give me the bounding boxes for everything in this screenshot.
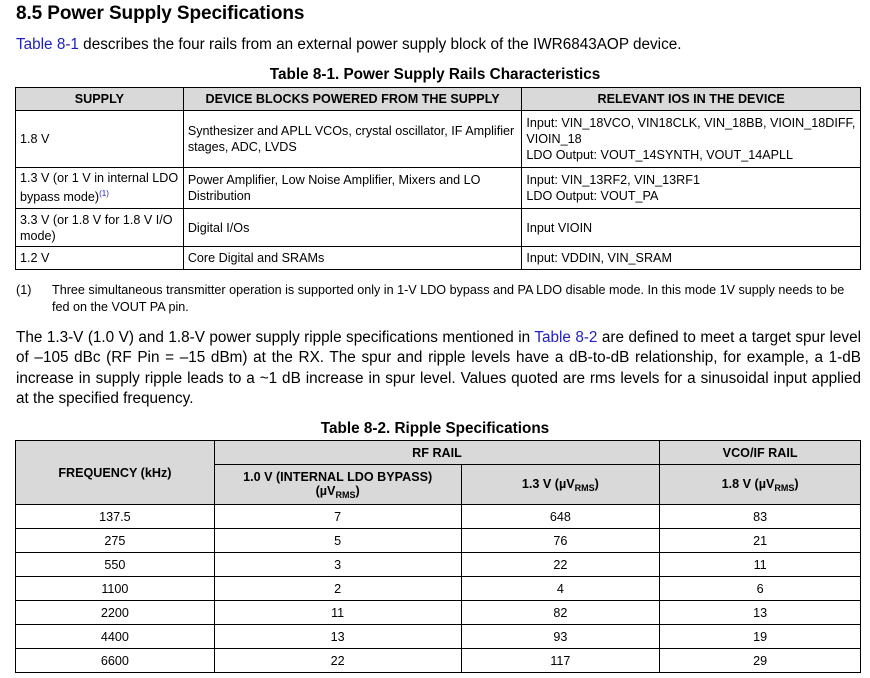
frequency-cell: 137.5 — [16, 505, 215, 529]
footnote-text: Three simultaneous transmitter operation is supported only in 1-V LDO bypass and PA LDO disable mode. In this mode 1V supply needs to be fed on the VOUT PA pin. — [52, 283, 845, 314]
ripple-1v3-cell: 4 — [461, 577, 660, 601]
footnote-ref-link[interactable]: (1) — [99, 189, 109, 199]
table1-caption: Table 8-1. Power Supply Rails Characteristics — [269, 66, 601, 83]
power-rails-table — [15, 87, 861, 270]
intro-text — [16, 36, 681, 54]
ripple-1v0-cell: 5 — [214, 529, 461, 553]
ripple-1v8-cell: 83 — [660, 505, 861, 529]
table-row — [16, 529, 861, 553]
ripple-1v0-cell: 3 — [214, 553, 461, 577]
paragraph-after-link: are defined to meet a target spur level of –105 dBc (RF Pin = –15 dBm) at the RX. The spur and ripple levels have a dB-to-dB relationship, for example, a 1-dB increase in supply ripple leads to a ~1 dB increase in spur level. Values quoted are rms levels for a sinusoidal input applied at the specified frequency. — [16, 329, 861, 408]
blocks-cell: Digital I/Os — [183, 209, 522, 247]
table1-header-blocks: DEVICE BLOCKS POWERED FROM THE SUPPLY — [183, 88, 522, 111]
ios-line: LDO Output: VOUT_14SYNTH, VOUT_14APLL — [526, 148, 794, 162]
ripple-1v3-cell: 93 — [461, 625, 660, 649]
ripple-1v3-cell: 648 — [461, 505, 660, 529]
ripple-1v0-cell: 7 — [214, 505, 461, 529]
ripple-1v3-cell: 22 — [461, 553, 660, 577]
table-8-1-link[interactable]: Table 8-1 — [16, 36, 79, 53]
ripple-1v3-cell: 117 — [461, 649, 660, 673]
table-row — [16, 649, 861, 673]
paragraph-before-link: The 1.3-V (1.0 V) and 1.8-V power supply ripple specifications mentioned in — [16, 329, 535, 346]
ripple-paragraph — [16, 328, 861, 410]
header-rf-rail: RF RAIL — [214, 441, 659, 465]
supply-cell: 1.8 V — [16, 111, 184, 168]
ripple-table — [15, 440, 861, 673]
frequency-cell: 6600 — [16, 649, 215, 673]
ios-line: Input: VIN_13RF2, VIN_13RF1 — [526, 173, 700, 187]
table-row — [16, 247, 861, 270]
table1-header-ios: RELEVANT IOS IN THE DEVICE — [522, 88, 861, 111]
table2-header-row-1 — [16, 441, 861, 465]
footnote-marker: (1) — [16, 283, 32, 297]
header-1v0-line1: 1.0 V (INTERNAL LDO BYPASS) — [243, 469, 433, 484]
ios-cell — [522, 247, 861, 270]
intro-rest: describes the four rails from an external power supply block of the IWR6843AOP device. — [78, 36, 682, 53]
ios-line: Input: VIN_18VCO, VIN18CLK, VIN_18BB, VIOIN_18DIFF, VIOIN_18 — [526, 116, 856, 146]
blocks-cell: Synthesizer and APLL VCOs, crystal oscillator, IF Amplifier stages, ADC, LVDS — [183, 111, 522, 168]
table-row — [16, 577, 861, 601]
table2-caption: Table 8-2. Ripple Specifications — [320, 420, 550, 437]
table-row — [16, 168, 861, 209]
ios-cell — [522, 168, 861, 209]
section-title: 8.5 Power Supply Specifications — [16, 3, 305, 24]
frequency-cell: 1100 — [16, 577, 215, 601]
table-row — [16, 505, 861, 529]
header-vco-if-rail: VCO/IF RAIL — [660, 441, 861, 465]
supply-cell: 1.2 V — [16, 247, 184, 270]
ios-line: Input: VDDIN, VIN_SRAM — [526, 251, 672, 265]
table-8-2-link[interactable]: Table 8-2 — [534, 329, 598, 346]
ripple-1v8-cell: 11 — [660, 553, 861, 577]
ripple-1v3-cell: 76 — [461, 529, 660, 553]
table-row — [16, 111, 861, 168]
frequency-cell: 550 — [16, 553, 215, 577]
table-row — [16, 625, 861, 649]
ripple-1v8-cell: 19 — [660, 625, 861, 649]
ripple-1v0-cell: 13 — [214, 625, 461, 649]
supply-cell: 3.3 V (or 1.8 V for 1.8 V I/O mode) — [16, 209, 184, 247]
ripple-1v8-cell: 29 — [660, 649, 861, 673]
table1-header-row — [16, 88, 861, 111]
ripple-1v0-cell: 22 — [214, 649, 461, 673]
frequency-cell: 2200 — [16, 601, 215, 625]
ripple-1v8-cell: 13 — [660, 601, 861, 625]
blocks-cell: Core Digital and SRAMs — [183, 247, 522, 270]
blocks-cell: Power Amplifier, Low Noise Amplifier, Mixers and LO Distribution — [183, 168, 522, 209]
header-frequency: FREQUENCY (kHz) — [16, 441, 215, 505]
ripple-1v8-cell: 6 — [660, 577, 861, 601]
ios-cell — [522, 111, 861, 168]
ripple-1v0-cell: 2 — [214, 577, 461, 601]
header-1v0-unit: (µV$_{RMS}$) — [315, 483, 360, 500]
table-row — [16, 601, 861, 625]
ios-line: LDO Output: VOUT_PA — [526, 189, 659, 203]
supply-text: 1.3 V (or 1 V in internal LDO bypass mode) — [20, 171, 179, 205]
table1-header-supply: SUPPLY — [16, 88, 184, 111]
header-1v8: 1.8 V (µV$_{RMS}$) — [660, 465, 861, 505]
frequency-cell: 4400 — [16, 625, 215, 649]
table-row — [16, 553, 861, 577]
ios-line: Input VIOIN — [526, 220, 593, 235]
table1-footnote — [16, 282, 846, 316]
header-1v3: 1.3 V (µV$_{RMS}$) — [461, 465, 660, 505]
frequency-cell: 275 — [16, 529, 215, 553]
supply-cell — [16, 168, 184, 209]
ios-cell — [522, 209, 861, 247]
ripple-1v8-cell: 21 — [660, 529, 861, 553]
ripple-1v3-cell: 82 — [461, 601, 660, 625]
table-row — [16, 209, 861, 247]
ripple-1v0-cell: 11 — [214, 601, 461, 625]
header-1v0 — [214, 465, 461, 505]
